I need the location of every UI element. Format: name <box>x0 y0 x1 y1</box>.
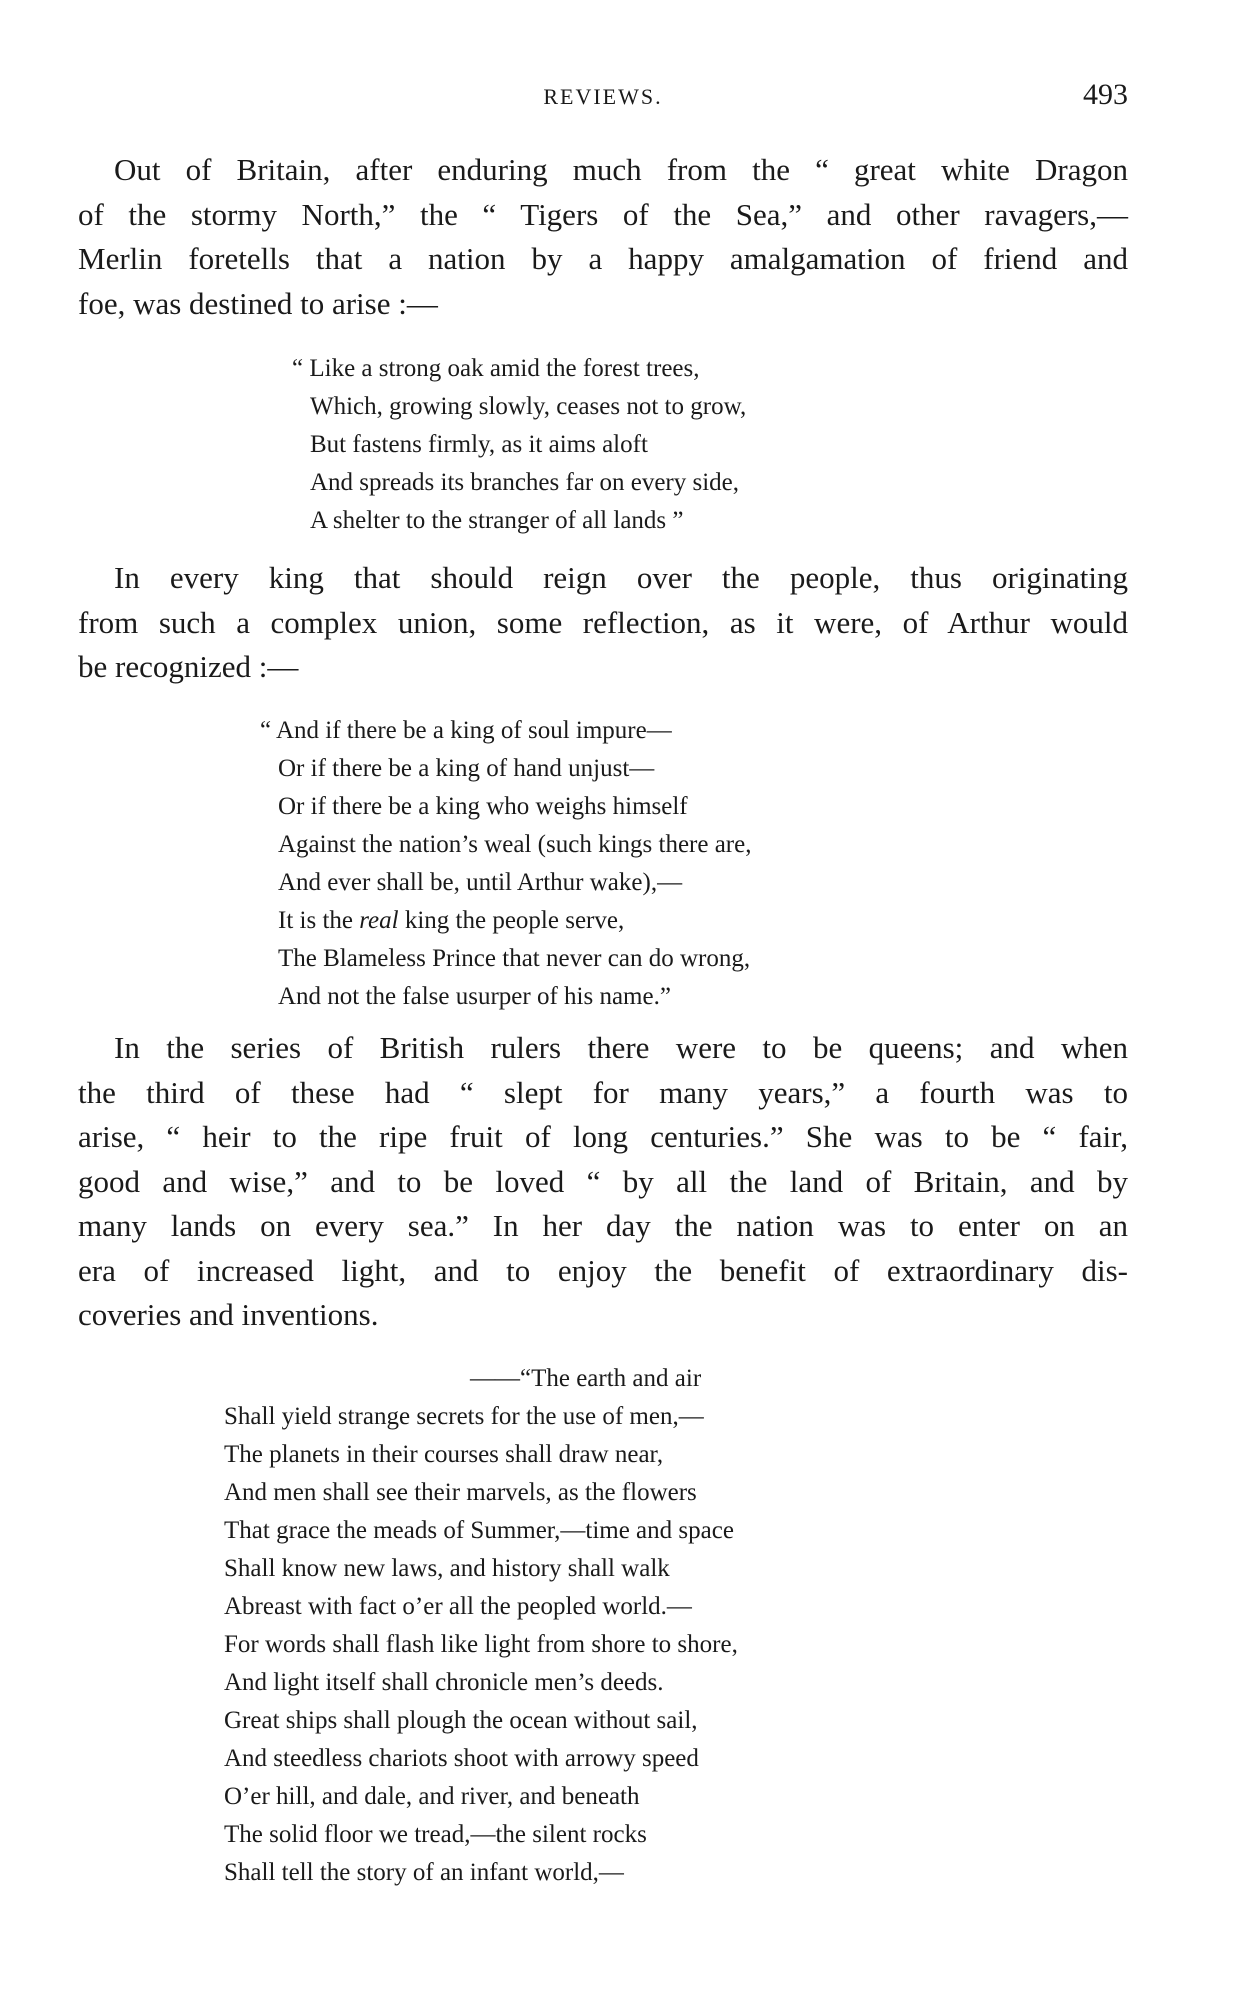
verse-line: A shelter to the stranger of all lands ” <box>310 507 684 534</box>
verse-quote-3 <box>224 1360 738 1892</box>
verse-line: And spreads its branches far on every side, <box>310 469 740 496</box>
verse-line: And ever shall be, until Arthur wake),— <box>278 869 683 896</box>
page-number: 493 <box>1083 78 1128 111</box>
verse-text: king the people serve, <box>398 907 625 934</box>
text-line: coveries and inventions. <box>78 1297 379 1332</box>
verse-line: Shall yield strange secrets for the use of men,— <box>224 1403 704 1430</box>
verse-line: The planets in their courses shall draw near, <box>224 1441 664 1468</box>
text-line: of the stormy North,” the “ Tigers of the Sea,” and other ravagers,— <box>78 196 1128 232</box>
verse-line: And not the false usurper of his name.” <box>278 983 671 1010</box>
verse-quote-2 <box>260 712 751 1016</box>
verse-line: But fastens firmly, as it aims aloft <box>310 431 648 458</box>
text-line: from such a complex union, some reflection, as it were, of Arthur would <box>78 604 1128 640</box>
verse-line: And light itself shall chronicle men’s deeds. <box>224 1669 664 1696</box>
running-head: REVIEWS. <box>543 84 663 109</box>
text-line: In the series of British rulers there were to be queens; and when <box>114 1030 1128 1065</box>
verse-line: Great ships shall plough the ocean without sail, <box>224 1707 698 1734</box>
paragraph-2 <box>78 556 1128 690</box>
paragraph-3 <box>78 1026 1128 1338</box>
text-line: many lands on every sea.” In her day the nation was to enter on an <box>78 1208 1128 1243</box>
text-line: foe, was destined to arise :— <box>78 285 438 321</box>
paragraph-1 <box>78 148 1128 326</box>
verse-line: The solid floor we tread,—the silent rocks <box>224 1821 647 1848</box>
text-line: be recognized :— <box>78 649 299 684</box>
verse-line: “ And if there be a king of soul impure— <box>260 717 672 744</box>
text-line: Merlin foretells that a nation by a happy amalgamation of friend and <box>78 241 1128 276</box>
verse-line: The Blameless Prince that never can do wrong, <box>278 945 751 972</box>
verse-text: It is the <box>278 907 360 934</box>
verse-line: “ Like a strong oak amid the forest trees, <box>292 355 700 382</box>
verse-line: Which, growing slowly, ceases not to grow, <box>310 393 747 420</box>
verse-line: And steedless chariots shoot with arrowy speed <box>224 1745 699 1772</box>
verse-line: Shall know new laws, and history shall walk <box>224 1555 670 1582</box>
verse-line: Abreast with fact o’er all the peopled world.— <box>224 1593 692 1620</box>
italic-word: real <box>359 907 399 934</box>
verse-line: That grace the meads of Summer,—time and space <box>224 1517 734 1544</box>
verse-quote-1 <box>292 350 746 540</box>
page-header <box>78 78 1128 120</box>
verse-line: Against the nation’s weal (such kings there are, <box>278 831 752 858</box>
verse-line <box>260 902 751 940</box>
text-line: era of increased light, and to enjoy the benefit of extraordinary dis- <box>78 1252 1128 1288</box>
verse-line: Or if there be a king of hand unjust— <box>278 755 655 782</box>
verse-line: O’er hill, and dale, and river, and beneath <box>224 1783 640 1810</box>
text-line: In every king that should reign over the people, thus originating <box>114 560 1128 595</box>
text-line: arise, “ heir to the ripe fruit of long centuries.” She was to be “ fair, <box>78 1119 1128 1154</box>
verse-line: Shall tell the story of an infant world,— <box>224 1859 624 1886</box>
verse-line: For words shall flash like light from shore to shore, <box>224 1631 738 1658</box>
verse-line: Or if there be a king who weighs himself <box>278 793 688 820</box>
text-line: the third of these had “ slept for many years,” a fourth was to <box>78 1074 1128 1110</box>
text-line: good and wise,” and to be loved “ by all the land of Britain, and by <box>78 1163 1128 1199</box>
text-line: Out of Britain, after enduring much from the “ great white Dragon <box>114 152 1128 187</box>
verse-line: And men shall see their marvels, as the flowers <box>224 1479 697 1506</box>
verse-line: ——“The earth and air <box>470 1365 702 1392</box>
